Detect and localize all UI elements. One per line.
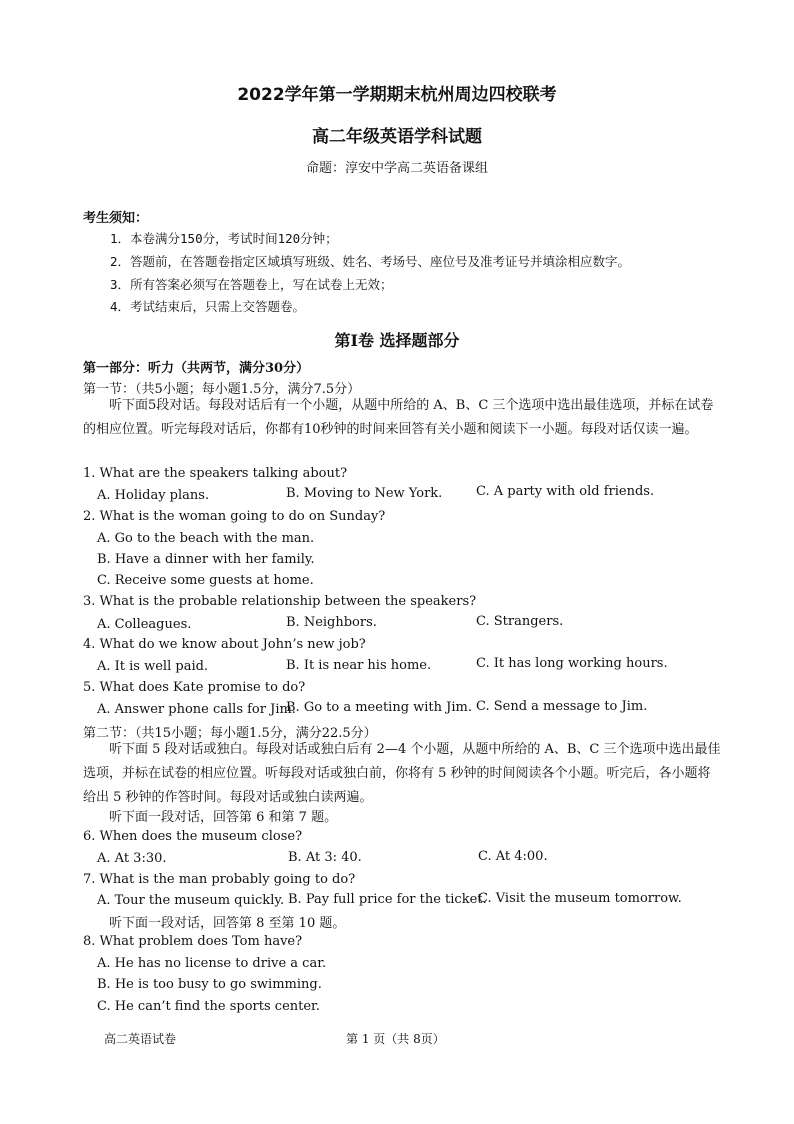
option-b: B. Moving to New York. <box>286 486 443 501</box>
question-stem: 2. What is the woman going to do on Sunday? <box>83 509 386 524</box>
question-stem: 4. What do we know about John’s new job? <box>83 637 366 652</box>
dialogue-note: 听下面一段对话，回答第 6 和第 7 题。 <box>109 810 338 825</box>
notice-item: 2．答题前，在答题卷指定区域填写班级、姓名、考场号、座位号及准考证号并填涂相应数字。 <box>110 254 631 269</box>
question-stem: 7. What is the man probably going to do? <box>83 872 356 887</box>
option-a: A. It is well paid. <box>97 659 209 674</box>
notice-item: 3．所有答案必须写在答题卷上，写在试卷上无效； <box>110 277 393 292</box>
exam-title: 2022学年第一学期期末杭州周边四校联考 <box>237 85 557 105</box>
option-a: A. At 3:30. <box>97 851 167 866</box>
question-stem: 6. When does the museum close? <box>83 829 303 844</box>
question-stem: 1. What are the speakers talking about? <box>83 466 348 481</box>
option-b: B. Pay full price for the ticket. <box>288 892 487 907</box>
section2-heading: 第二节：（共15小题；每小题1.5分，满分22.5分） <box>83 726 377 741</box>
option-c: C. Visit the museum tomorrow. <box>478 891 682 906</box>
option-c: C. At 4:00. <box>478 849 548 864</box>
option-b: B. Neighbors. <box>286 615 377 630</box>
option-b: B. It is near his home. <box>286 658 432 673</box>
option-c: C. Receive some guests at home. <box>97 573 314 588</box>
option-a: A. Holiday plans. <box>97 488 210 503</box>
exam-subtitle: 高二年级英语学科试题 <box>312 127 482 147</box>
option-b: B. At 3: 40. <box>288 850 362 865</box>
notice-item: 4．考试结束后，只需上交答题卷。 <box>110 299 306 314</box>
volume-title: 第Ⅰ卷 选择题部分 <box>334 331 460 350</box>
question-stem: 3. What is the probable relationship between the speakers? <box>83 594 477 609</box>
option-c: C. Strangers. <box>476 614 564 629</box>
option-a: A. Answer phone calls for Jim. <box>97 702 296 717</box>
page-number: 第 1 页（共 8页） <box>346 1032 445 1046</box>
option-a: A. Go to the beach with the man. <box>97 531 315 546</box>
option-c: C. Send a message to Jim. <box>476 699 648 714</box>
part1-heading: 第一部分：听力（共两节，满分30分） <box>83 361 310 376</box>
question-stem: 5. What does Kate promise to do? <box>83 680 306 695</box>
section1-heading: 第一节：（共5小题；每小题1.5分，满分7.5分） <box>83 382 361 397</box>
dialogue-note: 听下面一段对话，回答第 8 至第 10 题。 <box>109 916 346 931</box>
section1-instructions <box>83 394 723 442</box>
option-c: C. It has long working hours. <box>476 656 668 671</box>
question-stem: 8. What problem does Tom have? <box>83 934 303 949</box>
exam-author: 命题：淳安中学高二英语备课组 <box>305 161 488 176</box>
section2-instructions-text: 听下面 5 段对话或独白。每段对话或独白后有 2—4 个小题，从题中所给的 A、B、C 三个选项中选出最佳选项，并标在试卷的相应位置。听每段对话或独白前，你将有 5 秒钟的时间阅读各个小题。听完后，各小题将给出 5 秒钟的作答时间。每段对话或独白读两遍。 <box>83 742 721 805</box>
option-c: C. He can’t find the sports center. <box>97 999 320 1014</box>
option-a: A. Colleagues. <box>97 617 192 632</box>
notice-item: 1．本卷满分150分，考试时间120分钟； <box>110 231 338 246</box>
option-b: B. He is too busy to go swimming. <box>97 977 322 992</box>
section1-instructions-text: 听下面5段对话。每段对话后有一个小题，从题中所给的 A、B、C 三个选项中选出最佳选项，并标在试卷的相应位置。听完每段对话后，你都有10秒钟的时间来回答有关小题和阅读下一小题。每段对话仅读一遍。 <box>83 398 714 437</box>
option-c: C. A party with old friends. <box>476 484 655 499</box>
option-a: A. Tour the museum quickly. <box>97 893 285 908</box>
option-b: B. Have a dinner with her family. <box>97 552 315 567</box>
footer-subject: 高二英语试卷 <box>104 1032 177 1046</box>
option-a: A. He has no license to drive a car. <box>97 956 327 971</box>
notice-heading: 考生须知： <box>83 211 149 226</box>
option-b: B. Go to a meeting with Jim. <box>286 700 472 715</box>
section2-instructions <box>83 738 723 810</box>
